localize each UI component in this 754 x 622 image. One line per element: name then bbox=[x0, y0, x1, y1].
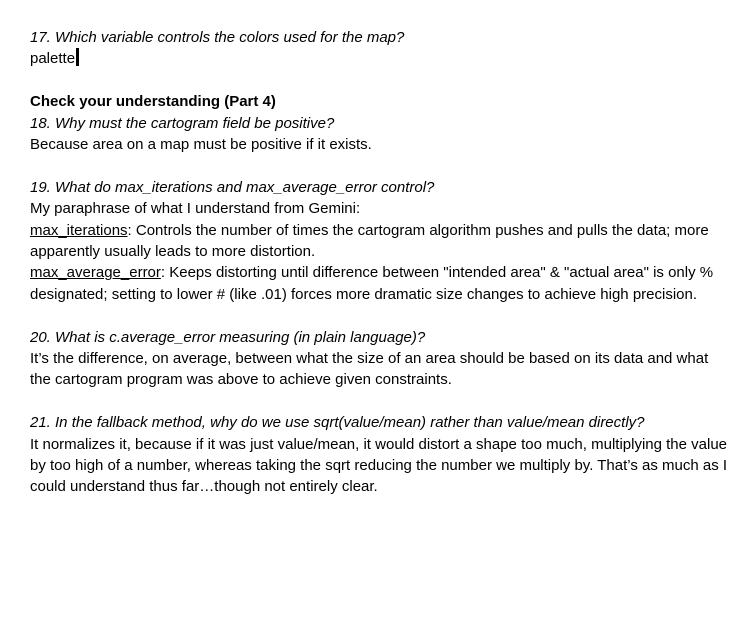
question-19: 19. What do max_iterations and max_average_error control? bbox=[30, 178, 435, 196]
answer-19-max-iterations bbox=[30, 220, 730, 263]
question-17: 17. Which variable controls the colors used for the map? bbox=[30, 29, 405, 46]
term-max-iterations-text: : Controls the number of times the cartogram algorithm pushes and pulls the data; more apparently usually leads to more distortion. bbox=[30, 221, 709, 261]
answer-17[interactable] bbox=[30, 48, 730, 69]
question-21: 21. In the fallback method, why do we use sqrt(value/mean) rather than value/mean directly? bbox=[30, 414, 645, 432]
blank-line bbox=[30, 155, 730, 176]
answer-17-text: palette bbox=[30, 50, 76, 68]
answer-19-max-average-error bbox=[30, 262, 730, 305]
term-max-average-error: max_average_error bbox=[30, 264, 161, 282]
document-body[interactable] bbox=[30, 27, 730, 498]
term-max-iterations: max_iterations bbox=[30, 221, 128, 239]
blank-line bbox=[30, 391, 730, 412]
blank-line bbox=[30, 305, 730, 326]
answer-19-intro: My paraphrase of what I understand from Gemini: bbox=[30, 200, 361, 218]
text-cursor bbox=[76, 48, 79, 66]
answer-20: It’s the difference, on average, between what the size of an area should be based on its data and what the cartogram program was above to achieve given constraints. bbox=[30, 350, 709, 389]
question-20: 20. What is c.average_error measuring (in plain language)? bbox=[30, 328, 426, 346]
question-18: 18. Why must the cartogram field be positive? bbox=[30, 114, 335, 132]
section-heading-part-4: Check your understanding (Part 4) bbox=[30, 93, 276, 111]
term-max-average-error-text: : Keeps distorting until difference between "intended area" & "actual area" is only % designated; setting to lower # (like .01) forces more dramatic size changes to achieve high precision. bbox=[30, 264, 714, 303]
blank-line bbox=[30, 70, 730, 91]
answer-18: Because area on a map must be positive if it exists. bbox=[30, 136, 372, 154]
answer-21: It normalizes it, because if it was just value/mean, it would distort a shape too much, multiplying the value by too high of a number, whereas taking the sqrt reducing the number we multiply by. That’s as much as I could understand thus far…though not entirely clear. bbox=[30, 435, 728, 496]
